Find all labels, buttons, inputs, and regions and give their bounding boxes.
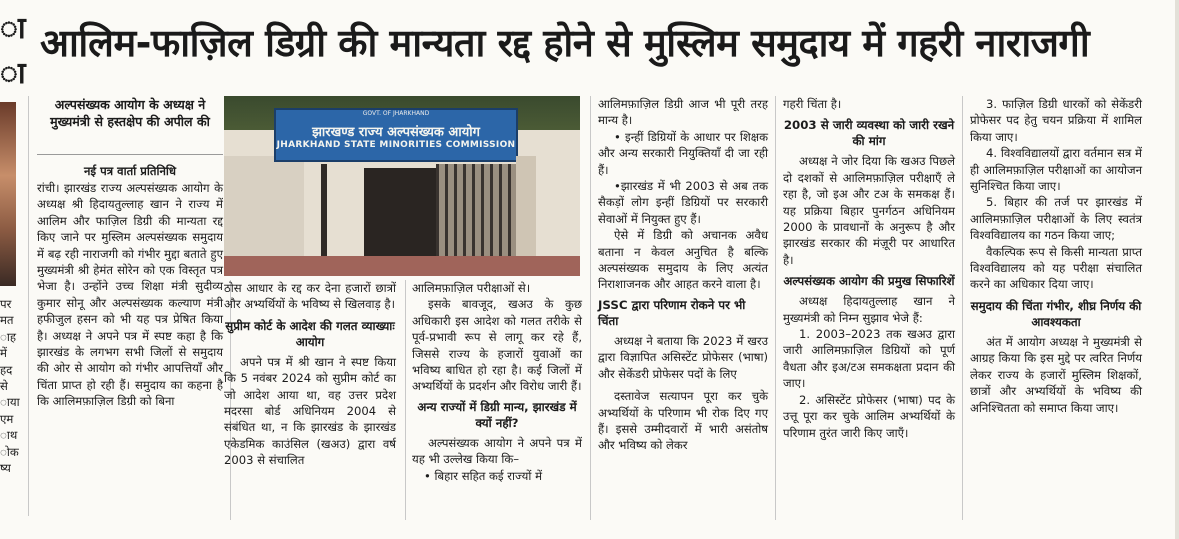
subheading-community-concern: समुदाय की चिंता गंभीर, शीघ्र निर्णय की आवश्यकता: [970, 298, 1142, 329]
column-4-para: आलिमफ़ाज़िल डिग्री आज भी पूरी तरह मान्य है।: [598, 97, 768, 128]
column-2: [224, 280, 396, 469]
column-6: [970, 96, 1142, 416]
column-6-para: 3. फाज़िल डिग्री धारकों को सेकेंडरी प्रोफेसर पद हेतु चयन प्रक्रिया में शामिल किया जाए।: [970, 97, 1142, 144]
commission-signboard: [274, 108, 518, 162]
previous-article-headline-fragment: ा ा: [0, 11, 26, 91]
column-4-para: ऐसे में डिग्री को अचानक अवैध बताना न केवल अनुचित है बल्कि अल्पसंख्यक समुदाय के लिए अत्यंत निराशाजनक और आहत करने वाला है।: [598, 228, 768, 292]
column-1-body: रांची। झारखंड राज्य अल्पसंख्यक आयोग के अध्यक्ष श्री हिदायतुल्लाह खान ने राज्य में आलिम और फाज़िल डिग्री की मान्यता रद्द किए जाने पर मुस्लिम अल्पसंख्यक समुदाय में बढ़ रही नाराजगी को गंभीर मुद्दा बताते हुए मुख्यमंत्री श्री हेमंत सोरेन को एक विस्तृत पत्र भेजा है। उन्होंने उच्च शिक्षा मंत्री सुदीव्य कुमार सोनू और अल्पसंख्यक कल्याण मंत्री हफीजुल हसन को भी यह पत्र प्रेषित किया है। अध्यक्ष ने अपने पत्र में स्पष्ट कहा है कि झारखंड के लगभग सभी जिलों से समुदाय की ओर से आयोग को गंभीर आपत्तियाँ और चिंता प्राप्त हो रही हैं। समुदाय का कहना है कि आलिमफ़ाज़िल डिग्री को बिना: [37, 181, 223, 409]
column-5-para: गहरी चिंता है।: [783, 97, 842, 111]
column-divider: [590, 96, 591, 520]
column-5-para: अध्यक्ष हिदायतुल्लाह खान ने मुख्यमंत्री को निम्न सुझाव भेजे हैं:: [783, 294, 955, 325]
column-2-para: ठोस आधार के रद्द कर देना हजारों छात्रों और अभ्यर्थियों के भविष्य से खिलवाड़ है।: [224, 281, 396, 312]
column-3-para: अल्पसंख्यक आयोग ने अपने पत्र में यह भी उल्लेख किया कि–: [412, 435, 582, 467]
photo-floor: [224, 256, 580, 276]
column-5-para: 2. असिस्टेंट प्रोफेसर (भाषा) पद के उत्तू पूरा कर चुके आलिम अभ्यर्थियों के परिणाम तुरंत जारी किए जाएँ।: [783, 392, 955, 440]
previous-article-text-fragment: [0, 296, 20, 516]
column-6-para: 4. विश्वविद्यालयों द्वारा वर्तमान सत्र में ही आलिमफ़ाज़िल परीक्षाओं का आयोजन सुनिश्चित किया जाए।: [970, 146, 1142, 194]
signboard-hindi-text: झारखण्ड राज्य अल्पसंख्यक आयोग: [312, 125, 480, 140]
previous-article-line: एम: [0, 411, 14, 426]
column-5: [783, 96, 955, 441]
subheading-recommendations: अल्पसंख्यक आयोग की प्रमुख सिफारिशें: [783, 274, 955, 289]
column-divider: [28, 96, 29, 516]
article-deck: अल्पसंख्यक आयोग के अध्यक्ष ने मुख्यमंत्री से हस्तक्षेप की अपील की: [50, 97, 210, 130]
column-2-para: अपने पत्र में श्री खान ने स्पष्ट किया कि 5 नवंबर 2024 को सुप्रीम कोर्ट का जो आदेश आया था, वह उत्तर प्रदेश मदरसा बोर्ड अधिनियम 2004 से संबंधित था, न कि झारखंड के झारखंड एकेडमिक काउंसिल (खअउ) द्वारा वर्ष 2003 से संचालित: [224, 354, 396, 468]
column-3-para: आलिमफ़ाज़िल परीक्षाओं से।: [412, 281, 531, 295]
column-4-para: दस्तावेज सत्यापन पूरा कर चुके अभ्यर्थियों के परिणाम भी रोक दिए गए हैं। इससे उम्मीदवारों में भारी असंतोष और भविष्य को लेकर: [598, 389, 768, 453]
previous-article-line: ोक: [0, 444, 19, 459]
subheading-continue-system: 2003 से जारी व्यवस्था को जारी रखने की मांग: [783, 118, 955, 149]
column-4-para: •झारखंड में भी 2003 से अब तक सैकड़ों लोग इन्हीं डिग्रियों पर सरकारी सेवाओं में नियुक्त हुए हैं।: [598, 179, 768, 226]
column-3-para: • बिहार सहित कई राज्यों में: [424, 468, 543, 483]
signboard-english-text: JHARKHAND STATE MINORITIES COMMISSION: [276, 140, 516, 150]
subheading-jssc: JSSC द्वारा परिणाम रोकने पर भी चिंता: [598, 297, 746, 328]
column-6-para: 5. बिहार की तर्ज पर झारखंड में आलिमफ़ाज़िल परीक्षाओं के लिए स्वतंत्र विश्वविद्यालय का गठन किया जाए;: [970, 195, 1142, 243]
column-divider: [962, 96, 963, 520]
previous-article-line: ष्य: [0, 461, 11, 476]
previous-article-line: मत: [0, 313, 14, 328]
previous-article-line: ाथ: [0, 428, 18, 443]
previous-article-line: से: [0, 379, 8, 394]
column-divider: [405, 280, 406, 520]
column-4-para: अध्यक्ष ने बताया कि 2023 में खरउ द्वारा विज्ञापित असिस्टेंट प्रोफेसर (भाषा) और सेकेंडरी प्रोफेसर पदों के लिए: [598, 333, 768, 381]
subheading-other-states: अन्य राज्यों में डिग्री मान्य, झारखंड में क्यों नहीं?: [417, 399, 577, 430]
column-5-para: अध्यक्ष ने जोर दिया कि खअउ पिछले दो दशकों से आलिमफ़ाज़िल परीक्षाएँ ले रहा है, जो इअ और टअ के समकक्ष हैं। यह प्रक्रिया बिहार पुनर्गठन अधिनियम 2000 के प्रावधानों के अनुरूप है और झारखंड सरकार की मंज़ूरी पर आधारित है।: [783, 154, 955, 267]
deck-divider: [37, 154, 223, 155]
previous-article-line: हद: [0, 362, 13, 377]
column-6-para: अंत में आयोग अध्यक्ष ने मुख्यमंत्री से आग्रह किया कि इस मुद्दे पर त्वरित निर्णय लेकर राज्य के हजारों मुस्लिम शिक्षकों, छात्रों और अभ्यर्थियों के भविष्य की अनिश्चितता को समाप्त किया जाए।: [970, 334, 1142, 415]
signboard-govt-text: GOVT. OF JHARKHAND: [362, 110, 430, 117]
commission-building-photo: [224, 96, 580, 276]
column-4-para: • इन्हीं डिग्रियों के आधार पर शिक्षक और अन्य सरकारी नियुक्तियाँ दी जा रही हैं।: [598, 129, 768, 177]
column-divider: [775, 96, 776, 520]
previous-article-line: पर: [0, 297, 12, 311]
page-edge: [1175, 0, 1179, 539]
column-5-para: 1. 2003–2023 तक खअउ द्वारा जारी आलिमफ़ाज़िल डिग्रियों को पूर्ण वैधता और इअ/टअ समकक्षता प्रदान की जाए।: [783, 327, 955, 391]
column-3-para: इसके बावजूद, खअउ के कुछ अधिकारी इस आदेश को गलत तरीके से पूर्व-प्रभावी रूप से लागू कर रहे हैं, जिससे राज्य के हजारों युवाओं का भविष्य बाधित हो रहा है। कई जिलों में अभ्यर्थियों के प्रदर्शन और विरोध जारी हैं।: [412, 297, 582, 394]
column-4: [598, 96, 768, 454]
previous-article-photo-fragment: [0, 102, 16, 286]
previous-article-line: में: [0, 346, 7, 361]
column-3: [412, 280, 582, 484]
subheading-supreme-court: सुप्रीम कोर्ट के आदेश की गलत व्याख्याः आयोग: [225, 318, 395, 349]
previous-article-line: ाह: [0, 329, 17, 344]
article-headline: आलिम-फाज़िल डिग्री की मान्यता रद्द होने से मुस्लिम समुदाय में गहरी नाराजगी: [40, 21, 1090, 65]
byline-credit: नई पत्र वार्ता प्रतिनिधि: [83, 164, 177, 178]
previous-article-line: ाया: [0, 395, 20, 410]
column-6-para: वैकल्पिक रूप से किसी मान्यता प्राप्त विश्वविद्यालय को यह परीक्षा संचालित करने का अधिकार दिया जाए।: [970, 244, 1142, 292]
